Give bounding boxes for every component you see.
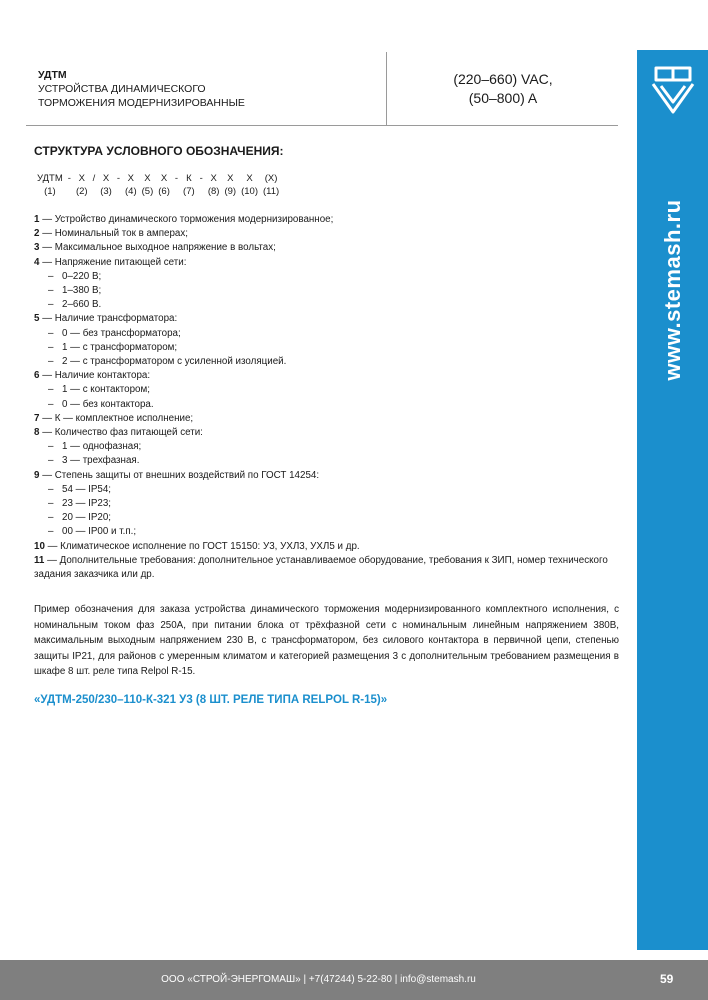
product-description-line1: УСТРОЙСТВА ДИНАМИЧЕСКОГО	[38, 83, 206, 95]
code-position-label: (4)	[125, 186, 137, 197]
order-code-example: «УДТМ-250/230–110-К-321 У3 (8 ШТ. РЕЛЕ ТИПА RELPOL R-15)»	[34, 693, 388, 706]
code-symbol: Х	[210, 173, 217, 184]
product-model: УДТМ	[38, 69, 67, 81]
dash-bullet: –	[48, 356, 54, 368]
definition-item	[34, 469, 619, 483]
code-symbol: Х	[227, 173, 234, 184]
site-url[interactable]: www.stemash.ru	[660, 199, 685, 381]
item-text: — К — комплектное исполнение;	[42, 412, 194, 424]
item-text: — Напряжение питающей сети:	[42, 256, 187, 268]
subitem-text: 54 — IP54;	[62, 483, 112, 495]
section-title: СТРУКТУРА УСЛОВНОГО ОБОЗНАЧЕНИЯ:	[34, 144, 284, 158]
code-symbol: -	[67, 173, 71, 184]
item-text: — Климатическое исполнение по ГОСТ 15150: У3, УХЛ3, УХЛ5 и др.	[47, 540, 360, 552]
item-number: 4	[34, 256, 40, 268]
dash-bullet: –	[48, 270, 54, 282]
definition-item	[34, 312, 619, 326]
item-text: — Наличие трансформатора:	[42, 313, 178, 325]
code-position-label	[200, 186, 203, 197]
code-symbol: Х	[102, 173, 110, 184]
code-symbol: /	[92, 173, 96, 184]
header-border	[26, 125, 618, 126]
definition-subitem	[34, 298, 619, 312]
code-position-label: (11)	[263, 186, 280, 197]
code-symbol: -	[199, 173, 203, 184]
code-position-label: (6)	[158, 186, 170, 197]
dash-bullet: –	[48, 512, 54, 524]
subitem-text: 0 — без трансформатора;	[62, 327, 181, 339]
dash-bullet: –	[48, 341, 54, 353]
code-symbol: -	[116, 173, 120, 184]
code-symbol: -	[174, 173, 179, 184]
dash-bullet: –	[48, 498, 54, 510]
sidebar-band	[637, 50, 708, 950]
example-paragraph: Пример обозначения для заказа устройства динамического торможения модернизированного комплектного исполнения, с номинальным током фаз 250А, при питании блока от трёхфазной сети с номинальным линейным напряжением 380В, максимальным выходным напряжением 230 В, с трансформатором, без силового контактора в первичной цепи, степенью защиты IP21, для районов с умеренным климатом и категорией размещения 3 с дополнительным требованием размещения в шкафе 8 шт. реле типа Relpol R-15.	[34, 604, 619, 678]
item-text: — Степень защиты от внешних воздействий по ГОСТ 14254:	[42, 469, 320, 481]
code-position-label	[68, 186, 71, 197]
voltage-range: (220–660) VAC,	[453, 71, 553, 87]
subitem-text: 20 — IP20;	[62, 512, 112, 524]
header-ratings	[388, 70, 618, 108]
header-divider	[386, 52, 387, 125]
item-number: 8	[34, 427, 40, 439]
item-text: — Устройство динамического торможения модернизированное;	[42, 214, 334, 225]
definition-subitem	[34, 497, 619, 511]
definition-item	[34, 412, 619, 426]
item-number: 10	[34, 540, 45, 552]
definition-subitem	[34, 440, 619, 454]
item-number: 1	[34, 214, 40, 225]
dash-bullet: –	[48, 455, 54, 467]
definition-item	[34, 540, 619, 554]
item-number: 7	[34, 412, 40, 424]
item-text: — Номинальный ток в амперах;	[42, 228, 188, 240]
definition-subitem	[34, 483, 619, 497]
item-text: — Дополнительные требования: дополнительное устанавливаемое оборудование, требования к ЗИП, номер технического задания заказчика или др.	[34, 554, 608, 581]
subitem-text: 1 — с контактором;	[62, 384, 150, 396]
code-structure	[37, 173, 619, 197]
code-position-label: (1)	[44, 186, 56, 197]
code-position-label: (10)	[241, 186, 258, 197]
header-product	[38, 68, 245, 110]
definition-subitem	[34, 454, 619, 468]
footer-contacts: ООО «СТРОЙ-ЭНЕРГОМАШ» | +7(47244) 5-22-80 | info@stemash.ru	[161, 974, 476, 985]
definition-subitem	[34, 511, 619, 525]
code-position-label: (8)	[207, 186, 220, 197]
dash-bullet: –	[48, 398, 54, 410]
definition-subitem	[34, 525, 619, 539]
item-number: 9	[34, 469, 40, 481]
code-symbol: К	[186, 173, 192, 184]
dash-bullet: –	[48, 483, 54, 495]
definition-item	[34, 213, 619, 227]
definition-item	[34, 227, 619, 241]
subitem-text: 1 — с трансформатором;	[62, 341, 178, 353]
definition-subitem	[34, 383, 619, 397]
code-symbol: Х	[144, 173, 151, 184]
subitem-text: 2–660 В.	[62, 299, 102, 311]
code-symbol: Х	[246, 173, 253, 184]
item-text: — Наличие контактора:	[42, 370, 151, 382]
main-content	[34, 140, 619, 706]
item-number: 6	[34, 370, 40, 382]
code-position-label: (7)	[183, 186, 195, 197]
dash-bullet: –	[48, 526, 54, 538]
subitem-text: 0 — без контактора.	[62, 398, 154, 410]
definition-item	[34, 426, 619, 440]
subitem-text: 00 — IP00 и т.п.;	[62, 526, 137, 538]
current-range: (50–800) A	[468, 90, 538, 106]
item-text: — Количество фаз питающей сети:	[42, 427, 203, 439]
code-position-label: (2)	[75, 186, 88, 197]
page-number: 59	[660, 972, 674, 986]
subitem-text: 0–220 В;	[62, 270, 102, 282]
definition-item	[34, 369, 619, 383]
code-symbol: Х	[160, 173, 168, 184]
dash-bullet: –	[48, 327, 54, 339]
code-symbol: (Х)	[264, 173, 278, 184]
code-position-label: (9)	[224, 186, 237, 197]
dash-bullet: –	[48, 441, 54, 453]
definition-item	[34, 256, 619, 270]
code-symbol: Х	[78, 173, 85, 184]
subitem-text: 23 — IP23;	[62, 498, 112, 510]
code-symbol: УДТМ	[37, 173, 63, 184]
item-number: 3	[34, 242, 40, 254]
code-position-label	[117, 186, 120, 197]
footer	[0, 960, 708, 1000]
definition-subitem	[34, 341, 619, 355]
code-symbol: Х	[127, 173, 134, 184]
definition-subitem	[34, 398, 619, 412]
code-position-label	[175, 186, 178, 197]
subitem-text: 1 — однофазная;	[62, 441, 142, 453]
dash-bullet: –	[48, 299, 54, 311]
company-logo	[651, 64, 695, 116]
subitem-text: 2 — с трансформатором с усиленной изоляцией.	[62, 356, 287, 368]
definition-item	[34, 241, 619, 255]
definition-subitem	[34, 327, 619, 341]
definition-subitem	[34, 270, 619, 284]
dash-bullet: –	[48, 384, 54, 396]
subitem-text: 1–380 В;	[62, 285, 102, 297]
definition-list	[34, 213, 619, 582]
definition-subitem	[34, 355, 619, 369]
dash-bullet: –	[48, 285, 54, 297]
item-number: 2	[34, 228, 40, 240]
definition-item	[34, 554, 619, 582]
item-number: 11	[34, 554, 45, 566]
code-position-label: (3)	[100, 186, 112, 197]
item-number: 5	[34, 313, 40, 325]
product-description-line2: ТОРМОЖЕНИЯ МОДЕРНИЗИРОВАННЫЕ	[38, 97, 245, 109]
definition-subitem	[34, 284, 619, 298]
page-header	[0, 50, 618, 126]
code-position-label	[93, 186, 96, 197]
subitem-text: 3 — трехфазная.	[62, 455, 140, 467]
item-text: — Максимальное выходное напряжение в вольтах;	[42, 242, 276, 254]
code-position-label: (5)	[141, 186, 154, 197]
